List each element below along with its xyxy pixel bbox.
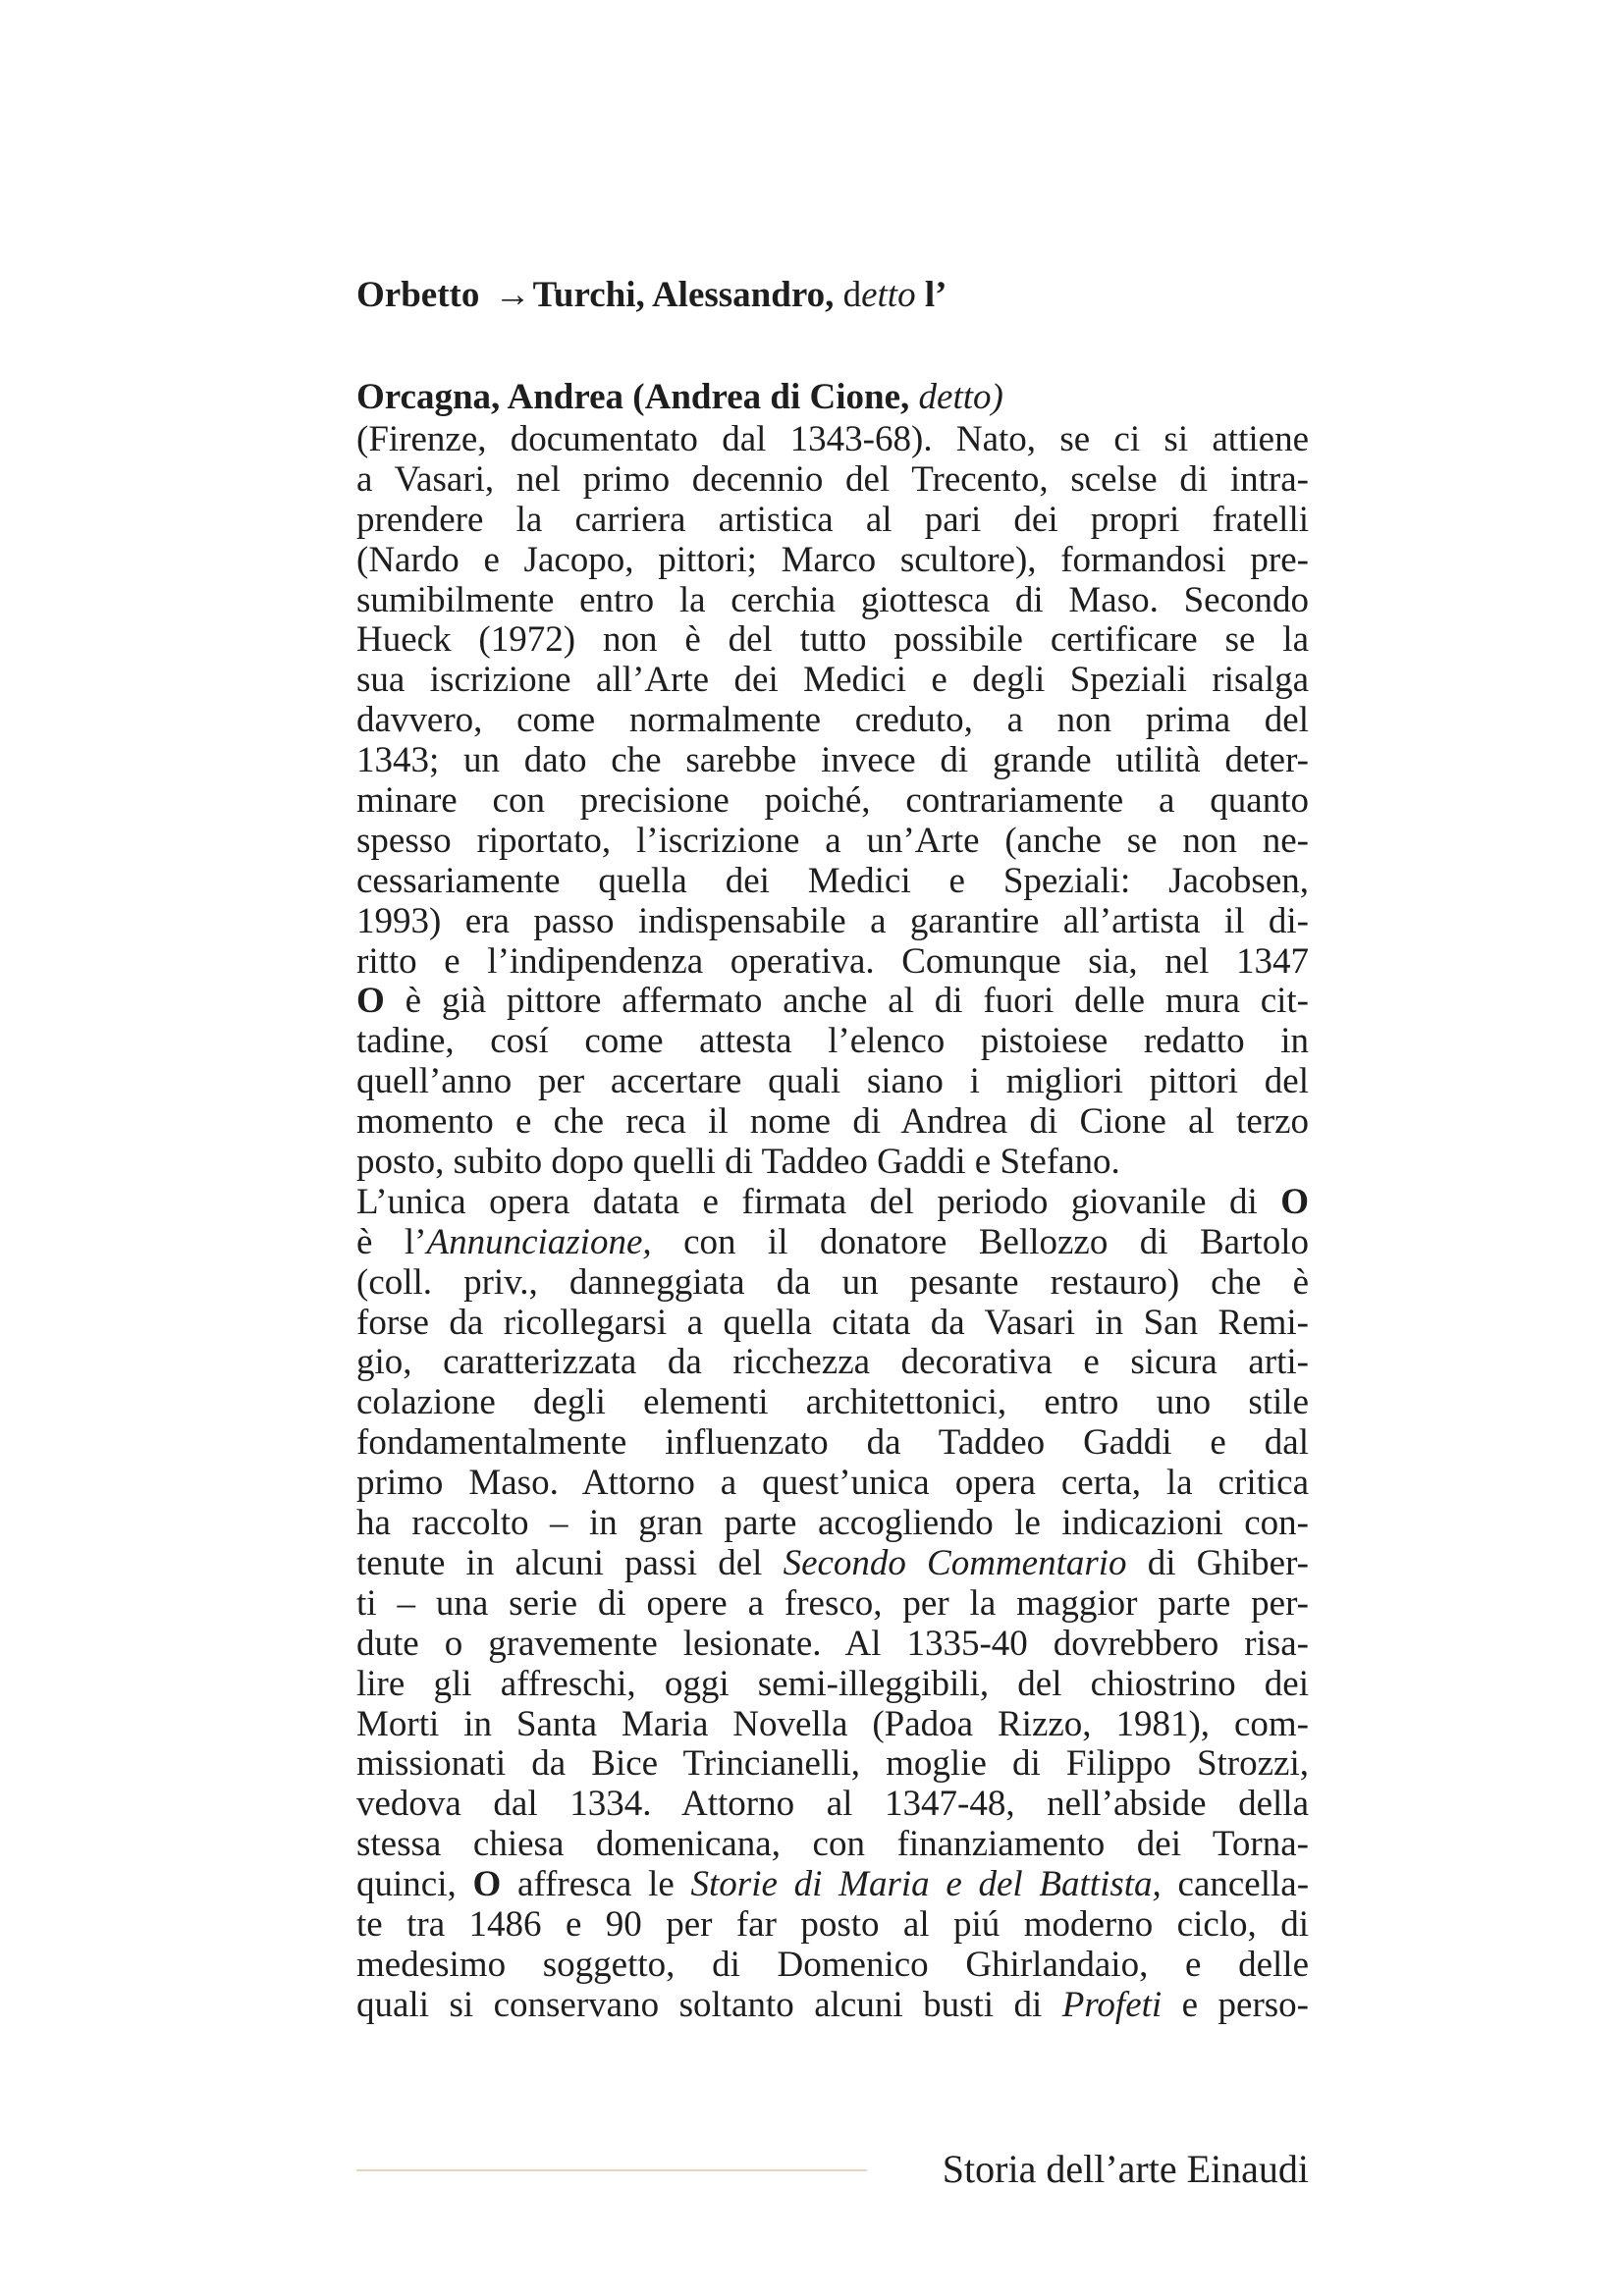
body-text: tenute in alcuni passi del: [356, 1542, 784, 1583]
body-line: spesso riportato, l’iscrizione a un’Arte (anche se non ne-: [356, 820, 1309, 861]
body-line: tadine, cosí come attesta l’elenco pistoiese redatto in: [356, 1021, 1309, 1062]
body-text: quinci,: [356, 1864, 473, 1905]
body-line: [356, 1183, 1309, 1223]
body-line: (coll. priv., danneggiata da un pesante restauro) che è: [356, 1261, 1309, 1303]
body-text: di Ghiber-: [1126, 1542, 1309, 1583]
body-line: cessariamente quella dei Medici e Speziali: Jacobsen,: [356, 860, 1309, 901]
body-line: sumibilmente entro la cerchia giottesca di Maso. Secondo: [356, 579, 1309, 620]
body-line: quell’anno per accertare quali siano i migliori pittori del: [356, 1061, 1309, 1102]
artwork-title: Storie di Maria e del Battista,: [690, 1864, 1162, 1905]
entry-heading-orbetto: [356, 273, 1309, 318]
body-text: è l’: [356, 1221, 427, 1262]
body-line: posto, subito dopo quelli di Taddeo Gaddi e Stefano.: [356, 1142, 1120, 1183]
body-line: fondamentalmente influenzato da Taddeo Gaddi e dal: [356, 1422, 1309, 1464]
entry-body: [356, 420, 1309, 2026]
entry-name: Orcagna, Andrea (Andrea di Cione,: [356, 377, 910, 417]
body-text: L’unica opera datata e firmata del periodo giovanile di: [356, 1181, 1281, 1222]
body-line: colazione degli elementi architettonici, entro uno stile: [356, 1382, 1309, 1423]
body-line: minare con precisione poiché, contrariamente a quanto: [356, 780, 1309, 822]
body-line: [356, 982, 1309, 1022]
artwork-title: Profeti: [1061, 1984, 1163, 2025]
body-line: a Vasari, nel primo decennio del Trecento, scelse di intra-: [356, 458, 1309, 500]
body-line: davvero, come normalmente creduto, a non prima del: [356, 700, 1309, 741]
body-line: prendere la carriera artistica al pari dei propri fratelli: [356, 499, 1309, 540]
body-line: primo Maso. Attorno a quest’unica opera certa, la critica: [356, 1463, 1309, 1504]
footer-publication-title: Storia dell’arte Einaudi: [942, 2147, 1309, 2191]
body-line: stessa chiesa domenicana, con finanziamento dei Torna-: [356, 1824, 1309, 1865]
entry-heading-orcagna: [356, 375, 1309, 420]
body-line: dute o gravemente lesionate. Al 1335-40 dovrebbero risa-: [356, 1623, 1309, 1664]
page-content: [356, 273, 1309, 2026]
body-line: medesimo soggetto, di Domenico Ghirlandaio, e delle: [356, 1944, 1309, 1985]
cross-reference-arrow-icon: →: [494, 275, 531, 315]
body-line: ha raccolto – in gran parte accogliendo le indicazioni con-: [356, 1503, 1309, 1544]
body-line: 1343; un dato che sarebbe invece di grande utilità deter-: [356, 740, 1309, 781]
body-text: è già pittore affermato anche al di fuori delle mura cit-: [384, 981, 1309, 1022]
body-line: [356, 1986, 1309, 2026]
body-line: ti – una serie di opere a fresco, per la maggior parte per-: [356, 1582, 1309, 1624]
artwork-title: Annunciazione,: [426, 1221, 652, 1262]
body-text: e perso-: [1162, 1984, 1310, 2025]
entry-name: Orbetto: [356, 275, 480, 315]
body-text: cancella-: [1161, 1864, 1310, 1905]
body-line: Morti in Santa Maria Novella (Padoa Rizzo, 1981), com-: [356, 1703, 1309, 1744]
footer-divider: [356, 2169, 867, 2171]
body-line: (Firenze, documentato dal 1343-68). Nato, se ci si attiene: [356, 419, 1309, 459]
detto-label-first-letter: d: [842, 275, 862, 315]
entry-abbreviation: O: [356, 981, 385, 1022]
body-line: ritto e l’indipendenza operativa. Comunque sia, nel 1347: [356, 940, 1309, 982]
body-line: (Nardo e Jacopo, pittori; Marco scultore), formandosi pre-: [356, 539, 1309, 580]
entry-abbreviation: O: [472, 1864, 502, 1905]
body-text: quali si conservano soltanto alcuni busti di: [356, 1984, 1062, 2025]
body-line: sua iscrizione all’Arte dei Medici e degli Speziali risalga: [356, 660, 1309, 701]
detto-label-rest: etto: [861, 275, 916, 315]
body-line: [356, 1544, 1309, 1584]
article-suffix: l’: [924, 275, 947, 315]
body-line: vedova dal 1334. Attorno al 1347-48, nell’abside della: [356, 1784, 1309, 1825]
body-line: missionati da Bice Trincianelli, moglie di Filippo Strozzi,: [356, 1743, 1309, 1785]
body-line: 1993) era passo indispensabile a garantire all’artista il di-: [356, 900, 1309, 941]
work-title: Secondo Commentario: [783, 1542, 1127, 1583]
detto-label: detto): [918, 377, 1003, 417]
cross-reference-target: Turchi, Alessandro,: [532, 275, 835, 315]
body-line: gio, caratterizzata da ricchezza decorativa e sicura arti-: [356, 1342, 1309, 1383]
body-line: [356, 1865, 1309, 1905]
body-line: Hueck (1972) non è del tutto possibile certificare se la: [356, 619, 1309, 661]
body-line: forse da ricollegarsi a quella citata da Vasari in San Remi-: [356, 1302, 1309, 1343]
body-line: momento e che reca il nome di Andrea di Cione al terzo: [356, 1101, 1309, 1143]
body-line: lire gli affreschi, oggi semi-illeggibili, del chiostrino dei: [356, 1663, 1309, 1704]
body-text: affresca le: [501, 1864, 691, 1905]
body-line: [356, 1223, 1309, 1263]
entry-abbreviation: O: [1280, 1181, 1309, 1222]
body-text: con il donatore Bellozzo di Bartolo: [651, 1221, 1309, 1262]
body-line: te tra 1486 e 90 per far posto al piú moderno ciclo, di: [356, 1903, 1309, 1945]
